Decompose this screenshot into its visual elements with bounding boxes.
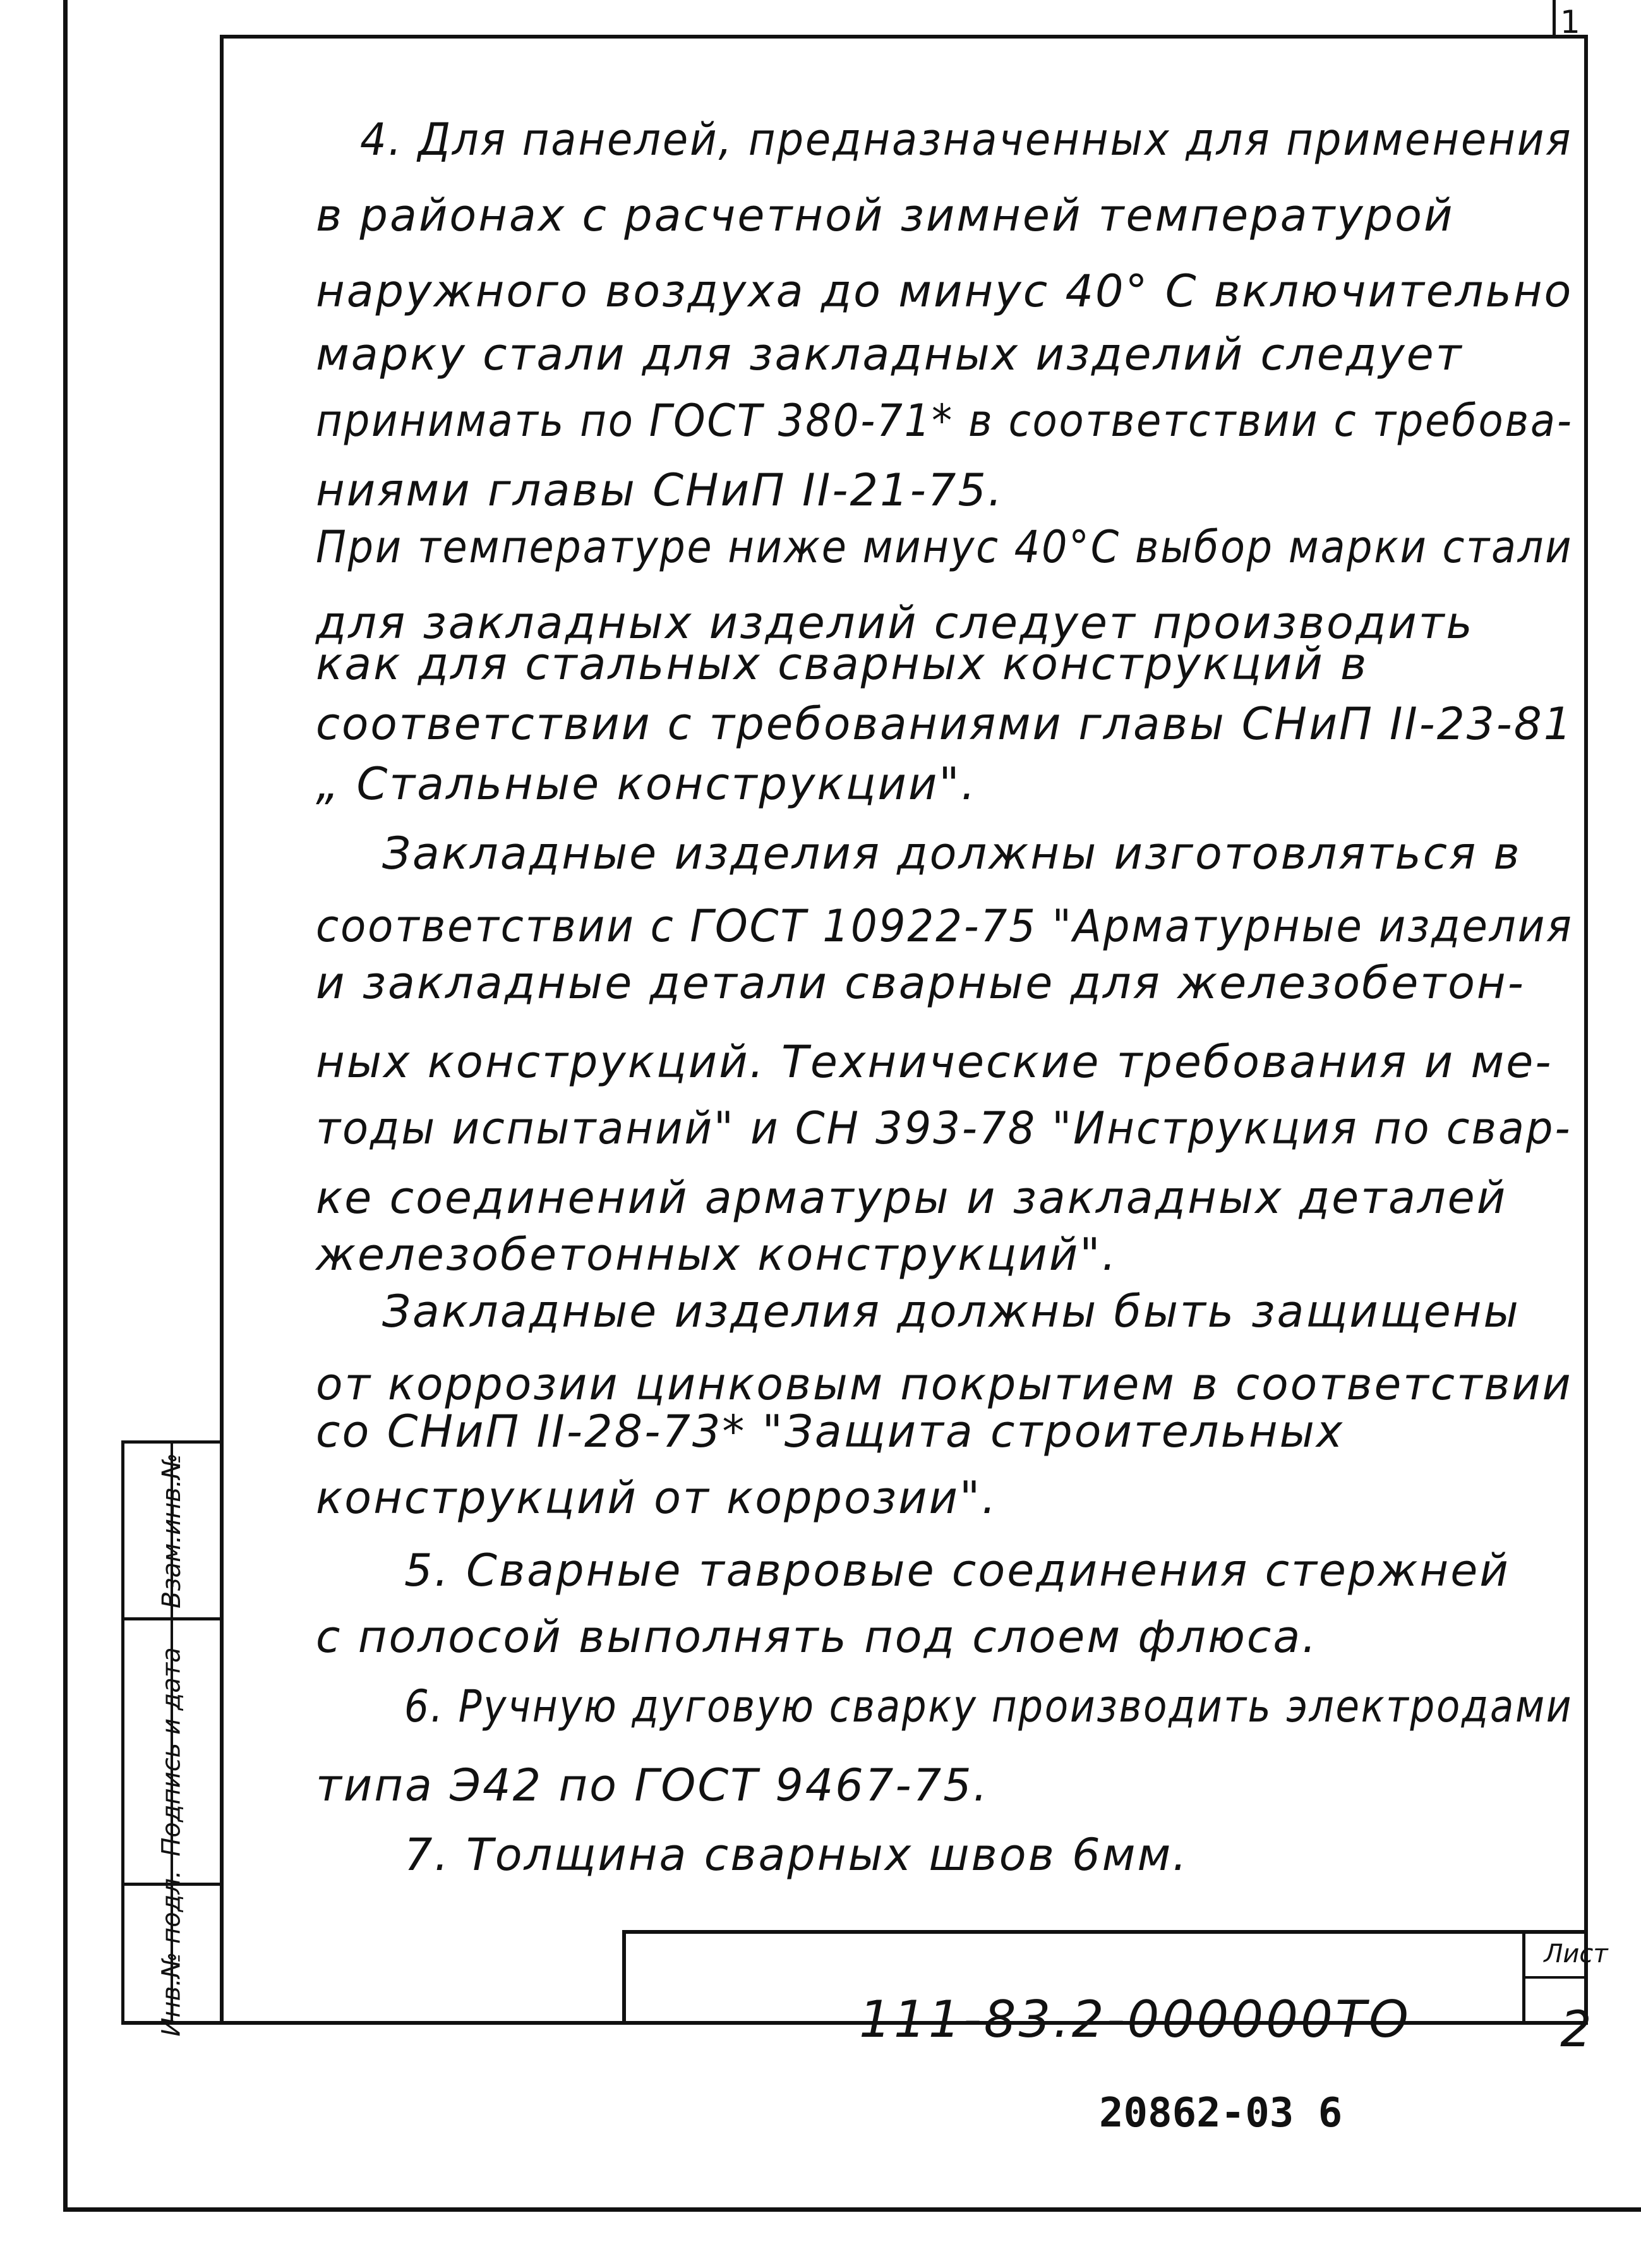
body-line: тоды испытаний" и СН 393-78 "Инструкция по свар- xyxy=(316,1102,1572,1154)
body-line: „ Стальные конструкции". xyxy=(316,758,977,810)
body-line: 4. Для панелей, предназначенных для применения xyxy=(360,114,1573,166)
body-line: ке соединений арматуры и закладных деталей xyxy=(316,1172,1508,1224)
body-line: При температуре ниже минус 40°С выбор марки стали xyxy=(316,521,1573,573)
body-line: ных конструкций. Технические требования и ме- xyxy=(316,1036,1553,1088)
body-line: в районах с расчетной зимней температурой xyxy=(316,190,1455,241)
body-line: наружного воздуха до минус 40° С включительно xyxy=(316,265,1573,317)
body-line: соответствии с ГОСТ 10922-75 "Арматурные изделия xyxy=(316,900,1573,952)
side-stamp-label-inventory: Инв.№ подл. xyxy=(157,1870,186,2037)
body-line: Закладные изделия должны быть защищены xyxy=(382,1286,1520,1337)
body-line: конструкций от коррозии". xyxy=(316,1472,998,1524)
body-line: 6. Ручную дуговую сварку производить электродами xyxy=(404,1680,1573,1732)
document-code: 111-83.2-000000ТО xyxy=(859,1990,1411,2049)
body-line: типа Э42 по ГОСТ 9467-75. xyxy=(316,1759,989,1811)
body-line: принимать по ГОСТ 380-71* в соответствии с требова- xyxy=(316,395,1573,447)
body-line: и закладные детали сварные для железобетон- xyxy=(316,957,1525,1009)
body-line: соответствии с требованиями главы СНиП II-23-81 xyxy=(316,698,1573,750)
body-line: как для стальных сварных конструкций в xyxy=(316,638,1369,690)
body-line: железобетонных конструкций". xyxy=(316,1229,1118,1281)
body-line: со СНиП II-28-73* "Защита строительных xyxy=(316,1406,1345,1457)
archive-code: 20862-03 6 xyxy=(1099,2090,1343,2137)
corner-page-mark: 1 xyxy=(1560,4,1580,40)
body-line: 5. Сварные тавровые соединения стержней xyxy=(404,1545,1510,1596)
body-line: от коррозии цинковым покрытием в соответствии xyxy=(316,1358,1573,1410)
body-line: Закладные изделия должны изготовляться в xyxy=(382,828,1522,879)
sheet-label: Лист xyxy=(1544,1939,1608,1969)
body-line: ниями главы СНиП II-21-75. xyxy=(316,464,1004,516)
side-stamp-label-replacement: Взам.инв.№ xyxy=(157,1452,186,1608)
body-line: 7. Толщина сварных швов 6мм. xyxy=(404,1829,1189,1881)
body-line: с полосой выполнять под слоем флюса. xyxy=(316,1611,1318,1663)
body-line: для закладных изделий следует производить xyxy=(316,597,1474,649)
side-stamp-label-signature: Подпись и дата xyxy=(157,1646,187,1857)
body-line: марку стали для закладных изделий следует xyxy=(316,329,1464,380)
sheet-number: 2 xyxy=(1560,2001,1592,2058)
